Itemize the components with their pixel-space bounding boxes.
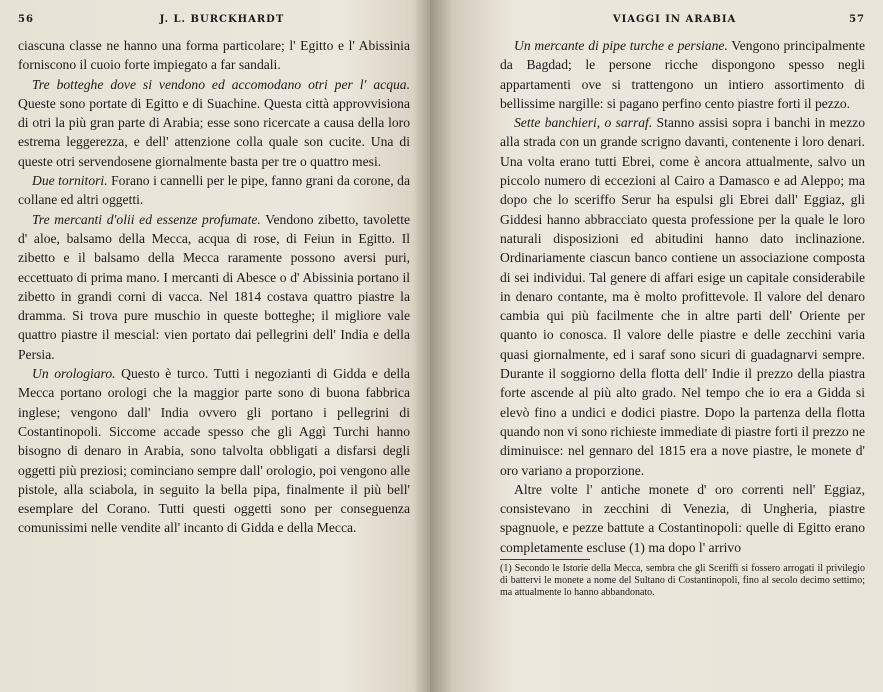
paragraph xyxy=(500,480,865,557)
paragraph-lead: Tre botteghe dove si vendono ed accomodano otri per l' acqua. xyxy=(32,76,410,92)
footnote: (1) Secondo le Istorie della Mecca, sembra che gli Sceriffi si fossero arrogati il privilegio di battervi le monete a nome del Sultano di Costantinopoli, fino al secolo decimo settimo; ma attualmente lo hanno abbandonato. xyxy=(500,563,865,599)
body-text xyxy=(500,36,865,557)
paragraph-lead: Sette banchieri, o sarraf. xyxy=(514,115,653,131)
paragraph xyxy=(18,75,410,171)
paragraph-lead: Tre mercanti d'olii ed essenze profumate. xyxy=(32,211,261,227)
running-head-title: VIAGGI IN ARABIA xyxy=(612,14,737,25)
body-text xyxy=(18,36,410,538)
paragraph xyxy=(500,113,865,480)
paragraph-text: Forano i cannelli per le pipe, fanno grani da corone, da collane ed altri oggetti. xyxy=(18,173,411,208)
paragraph xyxy=(500,36,865,113)
paragraph-text: Vendono zibetto, tavolette d' aloe, balsamo della Mecca, acqua di rose, di Feiun in Egitto. Il zibetto e il balsamo della Mecca raramente possono aversi puri, eccettuato di prima mano. I mercanti di Abesce o d' Abissinia portano il zibetto in grandi corni di vacca. Nel 1814 costava quattro piastre la dramma. Si trova pure muschio in queste botteghe; il migliore vale quattro piastre il mescial: vien portato dai pellegrini dell' India e della Persia. xyxy=(18,211,410,362)
page-number: 57 xyxy=(849,14,865,25)
paragraph xyxy=(18,171,410,210)
left-page xyxy=(0,0,430,692)
paragraph-lead: Due tornitori. xyxy=(32,173,108,189)
right-page xyxy=(430,0,883,692)
paragraph xyxy=(18,210,410,364)
paragraph-text: Stanno assisi sopra i banchi in mezzo alla strada con un grande scrigno davanti, contenente i loro denari. Una volta erano tutti Ebrei, come è ancora attualmente, salvo un piccolo numero di eccezioni al Cairo a Damasco e ad Aleppo; ma dopo che lo sceriffo Serur ha espulsi gli Ebrei dall' Eggiaz, gli Giddesi hanno abbracciato questa professione per la quale le loro naturali disposizioni ed abitudini hanno dato inclinazione. Ordinariamente ciascun banco contiene un associazione composta di sei individui. Tal genere di affari esige un capitale considerabile in denaro contante, ma è molto profittevole. Il valore del denaro cambia qui più facilmente che in altre parti dell' Oriente per quanto io conosca. Il valore delle piastre e delle zecchini varia quasi giornalmente, ed i saraf sono sicuri di guadagnarvi sempre. Durante il soggiorno della flotta dell' Indie il prezzo della piastra forte ascende al più alto grado. Nel tempo che io era a Gidda si elevò fino a undici e dodici piastre. Dopo la partenza della flotta quando non vi sono richieste immediate di piastre forti il prezzo ne diminuisce: nel gennaro del 1815 era a nove piastre, le monete d' oro variano a proporzione. xyxy=(500,115,865,478)
running-head xyxy=(500,14,865,36)
running-head-title: J. L. BURCKHARDT xyxy=(159,14,285,25)
paragraph-text: Questo è turco. Tutti i negozianti di Gidda e della Mecca portano orologi che la maggior parte sono di buona fabbrica inglese; vengono dall' India ovvero gli portano i pellegrini di Costantinopoli. Siccome accade spesso che gli Aggì Turchi hanno bisogno di denaro in Arabia, sono talvolta obbligati a disfarsi degli oggetti più preziosi; cominciano sempre dall' orologio, poi vengono alle pistole, alla sciabola, in seguito la bella pipa, finalmente il più bell' esemplare del Corano. Tutti questi oggetti sono per conseguenza comunissimi nelle vendite all' incanto di Gidda e della Mecca. xyxy=(18,366,410,536)
paragraph xyxy=(18,364,410,538)
paragraph xyxy=(18,36,410,75)
running-head xyxy=(18,14,410,36)
paragraph-lead: Un orologiaro. xyxy=(32,366,116,382)
paragraph-text: Altre volte l' antiche monete d' oro correnti nell' Eggiaz, consistevano in zecchini di Venezia, di Ungheria, piastre spagnuole, e pezze battute a Costantinopoli: quelle di Egitto erano completamente escluse (1) ma dopo l' arrivo xyxy=(500,481,865,555)
paragraph-text: Vengono principalmente da Bagdad; le persone ricche dispongono spesso negli appartamenti ove si trattengono un intiero assortimento di bellissime nargille: si pagano perfino cento piastre forti il pezzo. xyxy=(500,38,865,111)
paragraph-text: Queste sono portate di Egitto e di Suachine. Questa città approvvisiona di otri la più gran parte di Arabia; esse sono ricercate a causa della loro estrema leggerezza, e dell' attenzione colla quale son cucite. Una di queste otri servendosene giornalmente basta per tre o quattro mesi. xyxy=(18,95,410,169)
paragraph-lead: Un mercante di pipe turche e persiane. xyxy=(514,38,728,53)
paragraph-text: ciascuna classe ne hanno una forma particolare; l' Egitto e l' Abissinia forniscono il cuoio forte impiegato a far sandali. xyxy=(18,38,410,73)
page-number: 56 xyxy=(18,14,34,25)
footnote-divider xyxy=(500,559,590,560)
